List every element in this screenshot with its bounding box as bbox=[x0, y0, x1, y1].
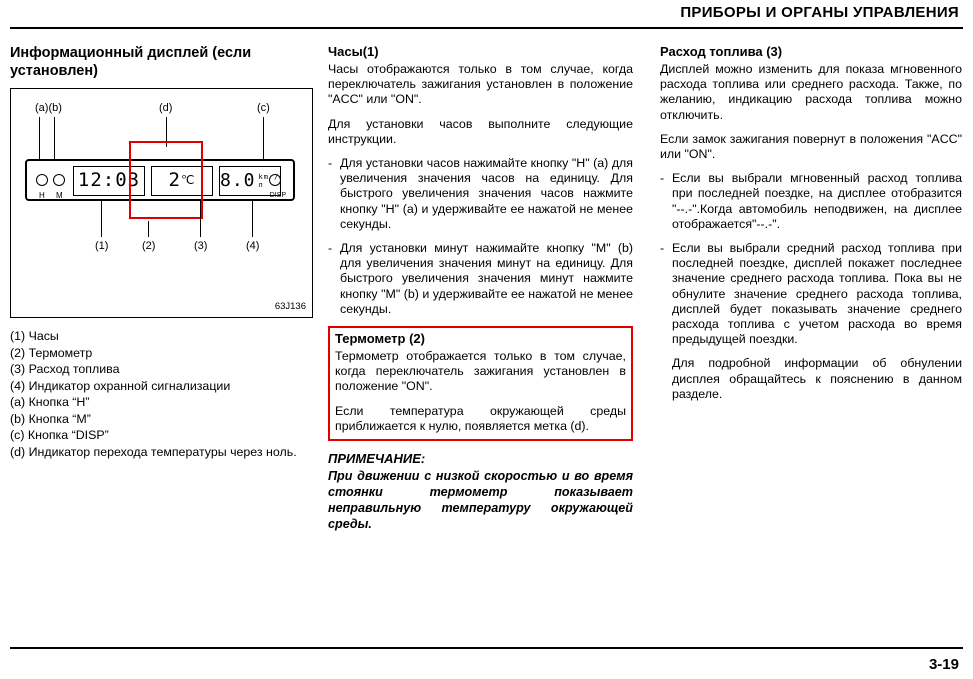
page-header bbox=[0, 0, 973, 30]
clock-paragraph-2: Для установки часов выполните следующие инструкции. bbox=[328, 116, 633, 146]
information-display-figure bbox=[10, 88, 313, 318]
button-m-label: M bbox=[56, 191, 63, 200]
fuel-paragraph-2: Если замок зажигания повернут в положения "ACC" или "ON". bbox=[660, 131, 962, 162]
legend-item: (2) Термометр bbox=[10, 345, 93, 360]
figure-top-labels bbox=[11, 89, 312, 119]
clock-instruction-1 bbox=[328, 156, 633, 232]
column-middle bbox=[328, 44, 633, 532]
dash-bullet-icon: - bbox=[660, 171, 665, 186]
lcd-fuel-value: 8.0 bbox=[220, 170, 256, 192]
callout-line-4 bbox=[252, 201, 253, 237]
column-left bbox=[10, 44, 315, 460]
figure-callout-1: (1) bbox=[95, 240, 109, 252]
clock-instruction-2-text: Для установки минут нажимайте кнопку "M" (b) для увеличения значения минут на единицу. Для быстрого увеличения значения минут нажмите кнопку "M" (b) и удерживайте ее нажатой не менее секунды. bbox=[340, 241, 633, 316]
callout-line-2 bbox=[148, 221, 149, 237]
legend-item: (4) Индикатор охранной сигнализации bbox=[10, 378, 231, 393]
fuel-instruction-2-text: Если вы выбрали средний расход топлива при последней поездке, дисплей покажет последнее значение среднего расхода топлива. Пока вы не обнулите значение среднего расхода топлива, дисплей будет показывать значение среднего расхода топлива с учетом расхода во время предыдущей поездки. bbox=[672, 241, 962, 347]
footer-divider bbox=[10, 647, 963, 649]
legend-item: (d) Индикатор перехода температуры через ноль. bbox=[10, 444, 297, 459]
fuel-paragraph-3: Для подробной информации об обнулении дисплея обращайтесь к пояснению в данном разделе. bbox=[672, 356, 962, 401]
figure-highlight-box bbox=[129, 141, 203, 219]
section-title-display: Информационный дисплей (если установлен) bbox=[10, 45, 252, 79]
figure-callout-3: (3) bbox=[194, 240, 208, 252]
figure-callout-4: (4) bbox=[246, 240, 260, 252]
clock-section-title: Часы(1) bbox=[328, 44, 379, 59]
fuel-instruction-1-text: Если вы выбрали мгновенный расход топлива при последней поездке, на дисплее отобразится "--.-".Когда автомобиль неподвижен, на дисплее отображается"--.-". bbox=[672, 171, 962, 231]
leader-line-a bbox=[39, 117, 40, 161]
lcd-temperature-value: 2 bbox=[168, 169, 181, 192]
page-number: 3-19 bbox=[928, 656, 959, 673]
dash-bullet-icon: - bbox=[328, 156, 333, 171]
figure-label-ab: (a)(b) bbox=[35, 102, 62, 114]
lcd-temperature-unit: ℃ bbox=[180, 173, 196, 188]
fuel-instruction-1 bbox=[660, 171, 962, 232]
button-h-icon bbox=[36, 174, 48, 186]
button-m-icon bbox=[53, 174, 65, 186]
column-right bbox=[660, 44, 962, 411]
leader-line-b bbox=[54, 117, 55, 161]
figure-legend bbox=[10, 328, 315, 460]
legend-item: (c) Кнопка “DISP” bbox=[10, 428, 109, 442]
leader-line-c bbox=[263, 117, 264, 161]
clock-instruction-1-text: Для установки часов нажимайте кнопку "H" (a) для увеличения значения часов на единицу. Для быстрого увеличения значения часов нажмите кнопку "H" (a) и удерживайте ее нажатой не менее секунды. bbox=[340, 156, 633, 231]
fuel-paragraph-1: Дисплей можно изменить для показа мгновенного расхода топлива или среднего расхода. Также, по желанию, индикацию расхода топлива можно отключить. bbox=[660, 62, 962, 122]
callout-line-3 bbox=[200, 201, 201, 237]
legend-item: (a) Кнопка “H” bbox=[10, 395, 90, 409]
note-body: При движении с низкой скоростью и во время стоянки термометр показывает неправильную температуру окружающей среды. bbox=[328, 469, 633, 532]
clock-instruction-2 bbox=[328, 241, 633, 317]
button-disp-label: DISP bbox=[269, 192, 286, 199]
lcd-clock-value: 12:03 bbox=[73, 166, 145, 196]
thermometer-paragraph-1: Термометр отображается только в том случае, когда переключатель зажигания установлен в положение "ON". bbox=[335, 349, 626, 394]
fuel-section-title: Расход топлива (3) bbox=[660, 44, 783, 59]
fuel-instruction-2 bbox=[660, 241, 962, 347]
header-divider bbox=[10, 27, 963, 29]
thermometer-paragraph-2: Если температура окружающей среды приближается к нулю, появляется метка (d). bbox=[335, 403, 626, 433]
clock-paragraph-1: Часы отображаются только в том случае, когда переключатель зажигания установлен в положение "ACC" или "ON". bbox=[328, 62, 633, 107]
note-title: ПРИМЕЧАНИЕ: bbox=[328, 451, 426, 467]
figure-callout-2: (2) bbox=[142, 240, 156, 252]
dash-bullet-icon: - bbox=[328, 241, 333, 256]
figure-label-c: (c) bbox=[257, 102, 270, 114]
callout-line-1 bbox=[101, 201, 102, 237]
lcd-fuel-unit: km /л bbox=[258, 173, 280, 189]
legend-item: (3) Расход топлива bbox=[10, 362, 120, 376]
legend-item: (1) Часы bbox=[10, 329, 59, 343]
legend-item: (b) Кнопка “M” bbox=[10, 411, 91, 426]
thermometer-highlight-block bbox=[328, 326, 633, 441]
figure-label-d: (d) bbox=[159, 102, 173, 114]
thermometer-section-title: Термометр (2) bbox=[335, 331, 425, 347]
dash-bullet-icon: - bbox=[660, 241, 665, 256]
button-disp-icon bbox=[269, 174, 281, 186]
button-h-label: H bbox=[39, 191, 45, 200]
figure-code: 63J136 bbox=[274, 300, 306, 312]
header-title: ПРИБОРЫ И ОРГАНЫ УПРАВЛЕНИЯ bbox=[680, 4, 959, 21]
